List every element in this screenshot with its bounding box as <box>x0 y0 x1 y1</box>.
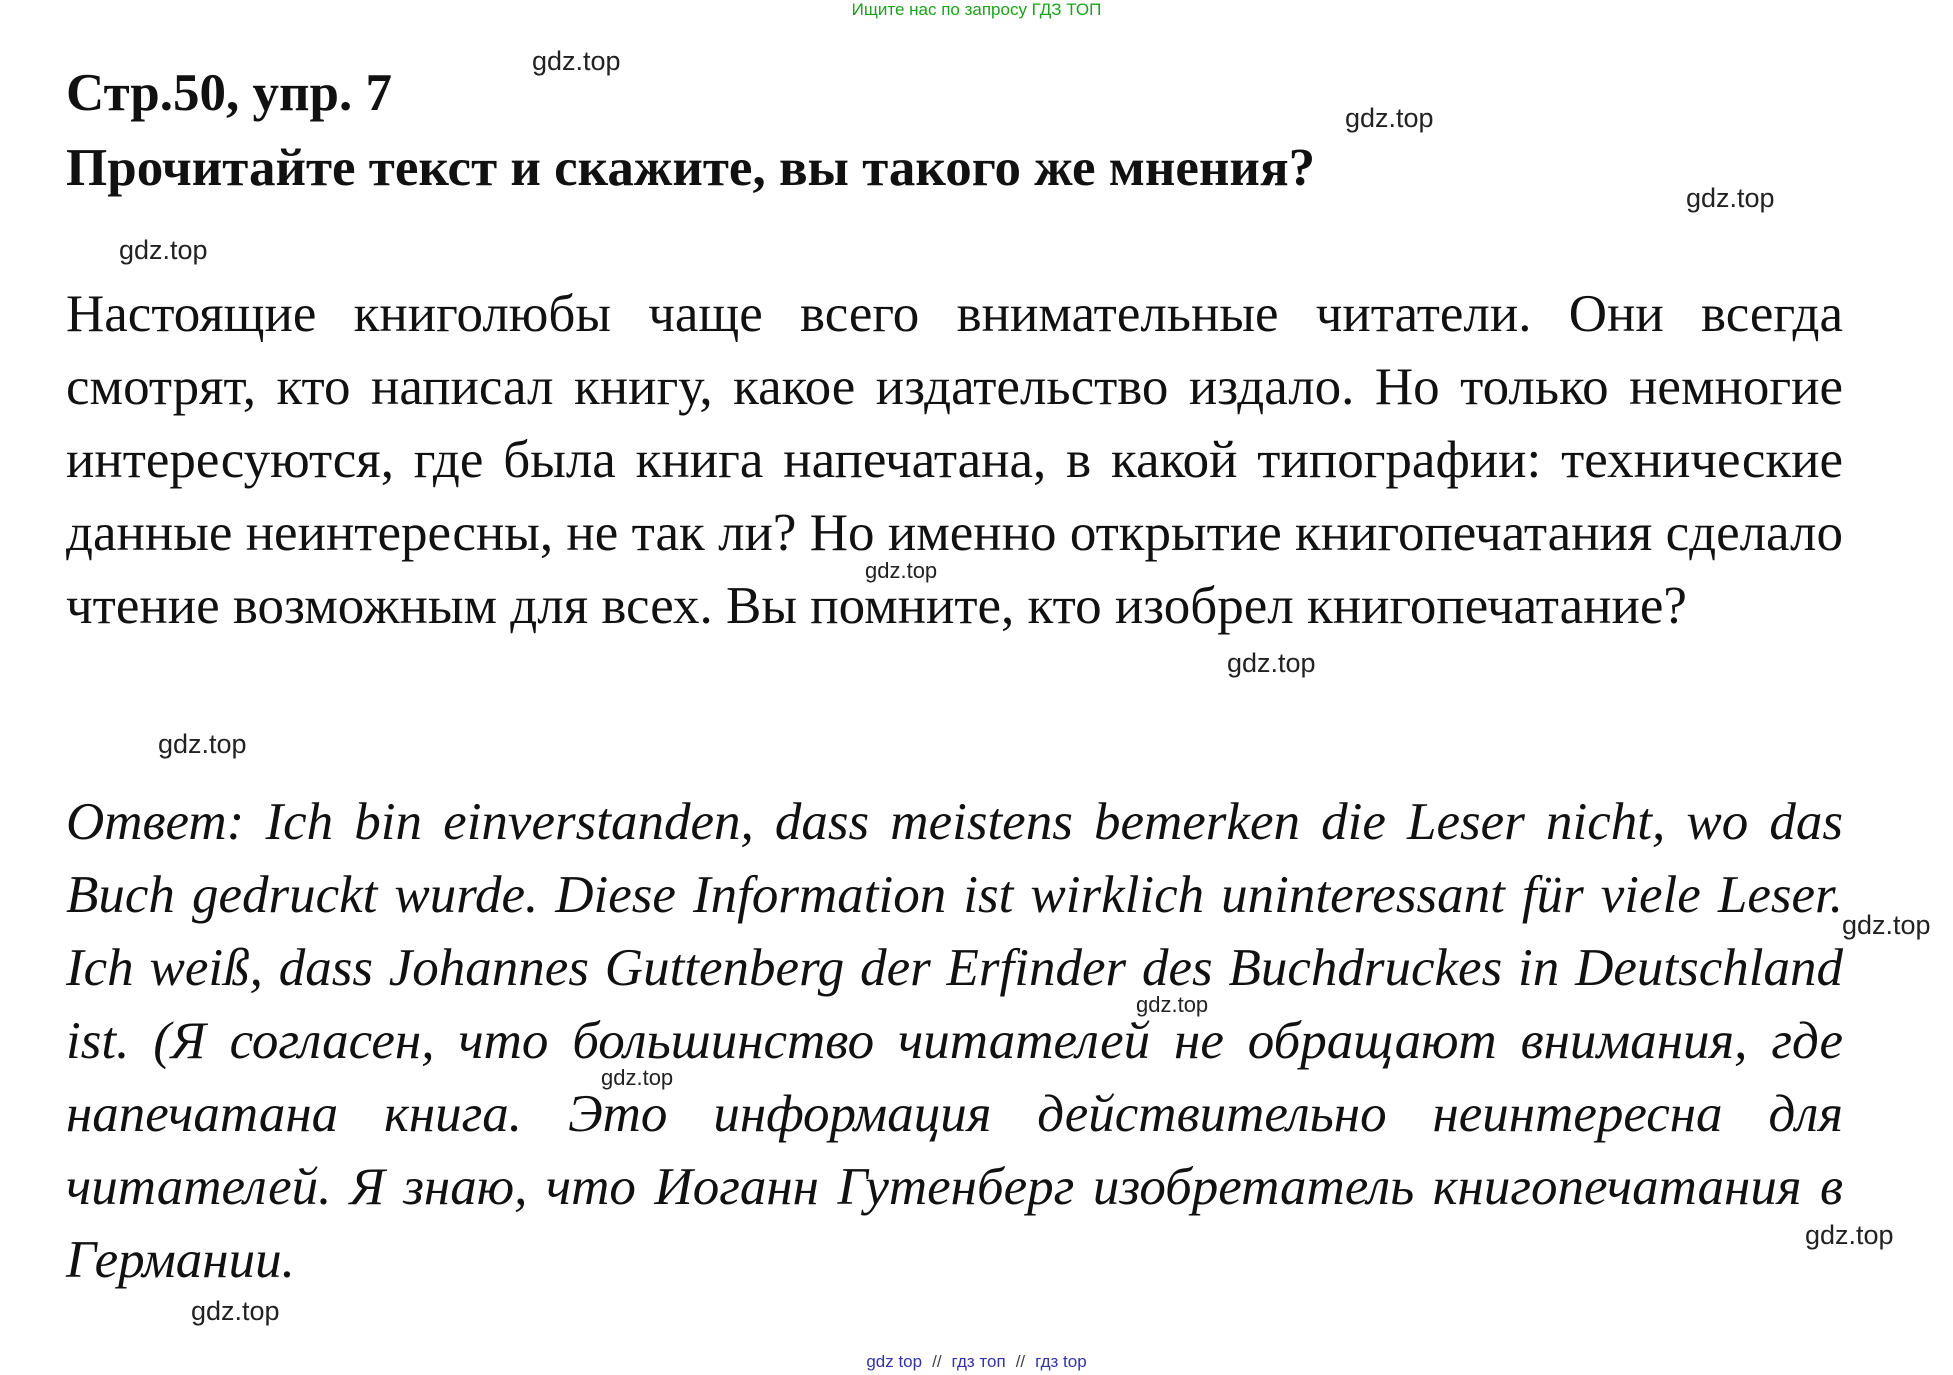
footer-links <box>0 1352 1953 1372</box>
task-heading: Прочитайте текст и скажите, вы такого же мнения? <box>66 139 1316 197</box>
watermark: gdz.top <box>1805 1220 1894 1250</box>
footer-link[interactable]: gdz top <box>866 1352 923 1371</box>
top-banner[interactable]: Ищите нас по запросу ГДЗ ТОП <box>851 0 1102 19</box>
watermark: gdz.top <box>865 558 938 583</box>
watermark: gdz.top <box>1686 183 1775 213</box>
answer-paragraph: Ответ: Ich bin einverstanden, dass meistens bemerken die Leser nicht, wo das Buch gedruckt wurde. Diese Information ist wirklich uninteressant für viele Leser. Ich weiß, dass Johannes Guttenberg der Erfinder des Buchdruckes in Deutschland ist. (Я согласен, что большинство читателей не обращают внимания, где напечатана книга. Это информация действительно неинтересна для читателей. Я знаю, что Иоганн Гутенберг изобретатель книгопечатания в Германии. <box>66 793 1843 1289</box>
watermark: gdz.top <box>119 235 208 265</box>
footer-link[interactable]: гдз top <box>1035 1352 1087 1371</box>
watermark: gdz.top <box>191 1296 280 1326</box>
watermark: gdz.top <box>1136 992 1209 1017</box>
footer-link[interactable]: гдз топ <box>951 1352 1006 1371</box>
watermark: gdz.top <box>1227 648 1316 678</box>
watermark: gdz.top <box>532 46 621 76</box>
watermark: gdz.top <box>1345 103 1434 133</box>
page-exercise-heading: Стр.50, упр. 7 <box>66 64 392 122</box>
footer-separator: // <box>932 1352 942 1371</box>
task-paragraph: Настоящие книголюбы чаще всего внимательные читатели. Они всегда смотрят, кто написал книгу, какое издательство издало. Но только немногие интересуются, где была книга напечатана, в какой типографии: технические данные неинтересны, не так ли? Но именно открытие книгопечатания сделало чтение возможным для всех. Вы помните, кто изобрел книгопечатание? <box>66 285 1843 635</box>
watermark: gdz.top <box>158 729 247 759</box>
footer-separator: // <box>1015 1352 1026 1371</box>
watermark: gdz.top <box>601 1065 674 1090</box>
watermark: gdz.top <box>1842 910 1931 940</box>
